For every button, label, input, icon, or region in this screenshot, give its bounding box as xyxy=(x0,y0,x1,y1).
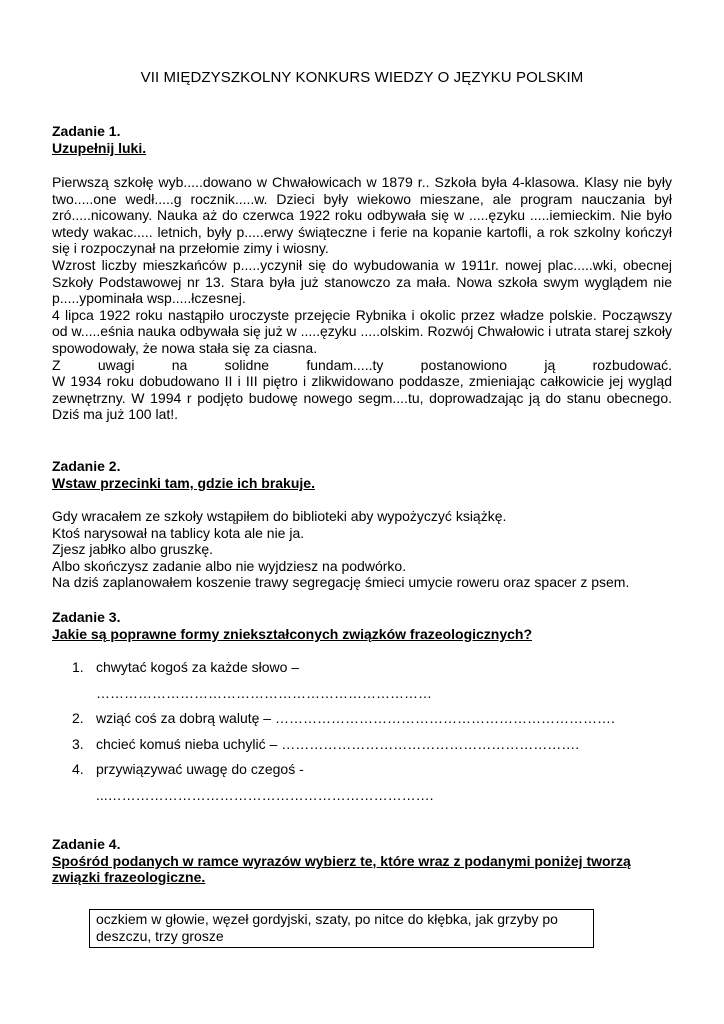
task3-heading: Zadanie 3. xyxy=(52,609,121,625)
sentence: Zjesz jabłko albo gruszkę. xyxy=(52,541,214,558)
task3-instruction: Jakie są poprawne formy zniekształconych związków frazeologicznych? xyxy=(52,625,533,642)
list-item xyxy=(72,761,672,803)
task1-paragraph: Pierwszą szkołę wyb.....dowano w Chwałowicach w 1879 r.. Szkoła była 4-klasowa. Klasy nie były two.....one wedł.....g rocznik.....w. Dzieci były wiekowo mieszane, ale program nauczania był zró.....nicowany. Nauka aż do czerwca 1922 roku odbywała się w .....ęzyku .....iemieckim. Nie było wtedy wakac..... letnich, były p.....erwy świąteczne i ferie na kopanie kartofli, a rok szkolny kończył się i rozpoczynał na przełomie zimy i wiosny. xyxy=(52,174,672,257)
task1-text xyxy=(52,174,672,423)
task1-paragraph: 4 lipca 1922 roku nastąpiło uroczyste przejęcie Rybnika i okolic przez władze polskie. Począwszy od w.....eśnia nauka odbywała się już w .....ęzyku .....olskim. Rozwój Chwałowic i utrata starej szkoły spowodowały, że nowa stała się za ciasna. xyxy=(52,306,672,356)
task3-header xyxy=(52,609,672,642)
task1-heading: Zadanie 1. xyxy=(52,123,121,139)
word-box: oczkiem w głowie, węzeł gordyjski, szaty, po nitce do kłębka, jak grzyby po deszczu, trzy grosze xyxy=(89,909,594,948)
task3-list xyxy=(72,659,672,804)
item-number: 1. xyxy=(72,659,84,675)
item-text: wziąć coś za dobrą walutę – ………………………………………………………………. xyxy=(96,710,615,727)
item-text: przywiązywać uwagę do czegoś - xyxy=(96,761,304,778)
list-item xyxy=(72,736,672,753)
sentence: Ktoś narysował na tablicy kota ale nie ja. xyxy=(52,524,305,541)
task1-paragraph: Z uwagi na solidne fundam.....ty postanowiono ją rozbudować. xyxy=(52,356,672,373)
sentence: Na dziś zaplanowałem koszenie trawy segregację śmieci umycie roweru oraz spacer z psem. xyxy=(52,574,630,591)
item-number: 4. xyxy=(72,761,84,778)
answer-line: ...……………………………………………………………. xyxy=(96,786,434,803)
item-text: chcieć komuś nieba uchylić – ………………………………………………………. xyxy=(96,735,580,752)
task2-heading: Zadanie 2. xyxy=(52,458,121,474)
task1-header xyxy=(52,123,672,156)
list-item xyxy=(72,659,672,701)
list-item xyxy=(72,710,672,727)
task4-header xyxy=(52,836,672,886)
task1-paragraph: Wzrost liczby mieszkańców p.....yczynił się do wybudowania w 1911r. nowej plac.....wki, obecnej Szkoły Podstawowej nr 13. Stara była już stanowczo za mała. Nowa szkoła swym wyglądem nie p.....ypominała wsp.....łczesnej. xyxy=(52,256,672,307)
sentence: Albo skończysz zadanie albo nie wyjdziesz na podwórko. xyxy=(52,557,407,574)
item-number: 2. xyxy=(72,710,84,727)
task4-instruction: Spośród podanych w ramce wyrazów wybierz te, które wraz z podanymi poniżej tworzą związki frazeologiczne. xyxy=(52,852,631,886)
page-title: VII MIĘDZYSZKOLNY KONKURS WIEDZY O JĘZYKU POLSKIM xyxy=(140,69,584,86)
sentence: Gdy wracałem ze szkoły wstąpiłem do biblioteki aby wypożyczyć książkę. xyxy=(52,508,507,524)
task1-paragraph: W 1934 roku dobudowano II i III piętro i zlikwidowano poddasze, zmieniając całkowicie jej wygląd zewnętrzny. W 1994 r podjęto budowę nowego segm....tu, doprowadzając ją do stanu obecnego. Dziś ma już 100 lat!. xyxy=(52,373,672,423)
task2-header xyxy=(52,458,672,491)
task2-instruction: Wstaw przecinki tam, gdzie ich brakuje. xyxy=(52,474,315,491)
task2-sentences xyxy=(52,508,672,591)
task1-instruction: Uzupełnij luki. xyxy=(52,139,147,156)
item-number: 3. xyxy=(72,735,84,752)
item-text: chwytać kogoś za każde słowo – xyxy=(96,659,300,675)
answer-line: ……………………………………………………………… xyxy=(96,684,432,701)
task4-heading: Zadanie 4. xyxy=(52,836,121,852)
